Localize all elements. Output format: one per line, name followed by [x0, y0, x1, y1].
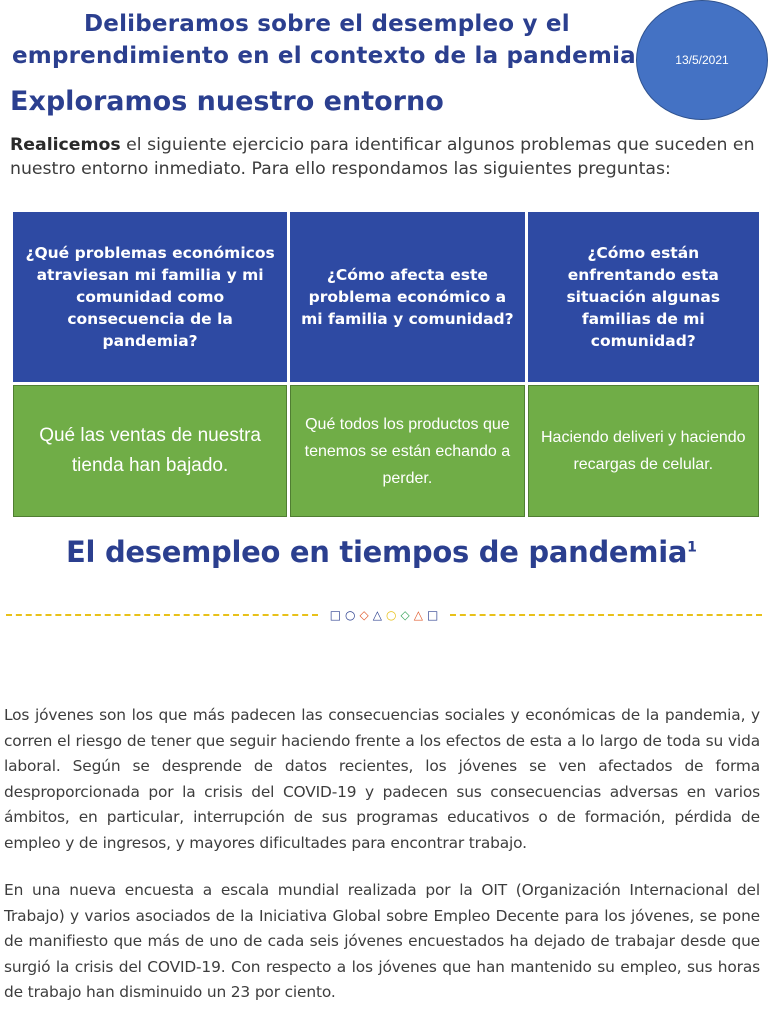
- questions-table: [10, 209, 762, 520]
- section2-title: [66, 535, 697, 569]
- triangle-icon: △: [413, 608, 423, 622]
- diamond-icon: ◇: [400, 608, 410, 622]
- header: [12, 8, 642, 72]
- answer-cell-1[interactable]: Qué las ventas de nuestra tienda han bajado.: [13, 385, 287, 517]
- diamond-icon: ◇: [359, 608, 369, 622]
- section-title: Exploramos nuestro entorno: [10, 86, 444, 117]
- intro-rest: el siguiente ejercicio para identificar algunos problemas que suceden en nuestro entorno inmediato. Para ello respondamos las siguientes preguntas:: [10, 135, 755, 179]
- square-icon: □: [426, 608, 439, 622]
- body-paragraph-1: Los jóvenes son los que más padecen las consecuencias sociales y económicas de la pandemia, y corren el riesgo de tener que seguir haciendo frente a los efectos de esta a lo largo de toda su vida laboral. Según se desprende de datos recientes, los jóvenes se ven afectados de forma desproporcionada por la crisis del COVID-19 y padecen sus consecuencias adversas en varios ámbitos, en particular, interrupción de sus programas educativos o de formación, pérdida de empleo y de ingresos, y mayores dificultades para encontrar trabajo.: [4, 706, 760, 852]
- divider-dash-right: [450, 614, 762, 616]
- date-text: 13/5/2021: [675, 53, 729, 67]
- square-icon: □: [329, 608, 342, 622]
- question-cell-2: ¿Cómo afecta este problema económico a mi familia y comunidad?: [290, 212, 524, 382]
- circle-icon: ○: [345, 608, 356, 622]
- question-cell-1: ¿Qué problemas económicos atraviesan mi familia y mi comunidad como consecuencia de la pandemia?: [13, 212, 287, 382]
- intro-bold: Realicemos: [10, 135, 121, 155]
- questions-row: [13, 212, 759, 382]
- question-cell-3: ¿Cómo están enfrentando esta situación algunas familias de mi comunidad?: [528, 212, 759, 382]
- circle-icon: ○: [386, 608, 397, 622]
- page-title-line2: emprendimiento en el contexto de la pandemia: [12, 43, 636, 69]
- intro-paragraph: [10, 133, 762, 181]
- date-badge: [636, 0, 768, 120]
- answer-cell-2[interactable]: Qué todos los productos que tenemos se están echando a perder.: [290, 385, 524, 517]
- divider-shapes: [318, 608, 451, 622]
- divider-dash-left: [6, 614, 318, 616]
- section2-title-text: El desempleo en tiempos de pandemia: [66, 535, 688, 569]
- body-paragraph-2: En una nueva encuesta a escala mundial realizada por la OIT (Organización Internacional del Trabajo) y varios asociados de la Iniciativa Global sobre Empleo Decente para los jóvenes, se pone de manifiesto que más de uno de cada seis jóvenes encuestados ha dejado de trabajar desde que surgió la crisis del COVID-19. Con respecto a los jóvenes que han mantenido su empleo, sus horas de trabajo han disminuido un 23 por ciento.: [4, 881, 760, 1001]
- answers-row: [13, 385, 759, 517]
- answer-cell-3[interactable]: Haciendo deliveri y haciendo recargas de celular.: [528, 385, 759, 517]
- triangle-icon: △: [372, 608, 382, 622]
- page-title: [12, 8, 642, 72]
- footnote-mark: 1: [687, 539, 697, 556]
- page-title-line1: Deliberamos sobre el desempleo y el: [84, 11, 570, 37]
- decorative-divider: [6, 608, 762, 622]
